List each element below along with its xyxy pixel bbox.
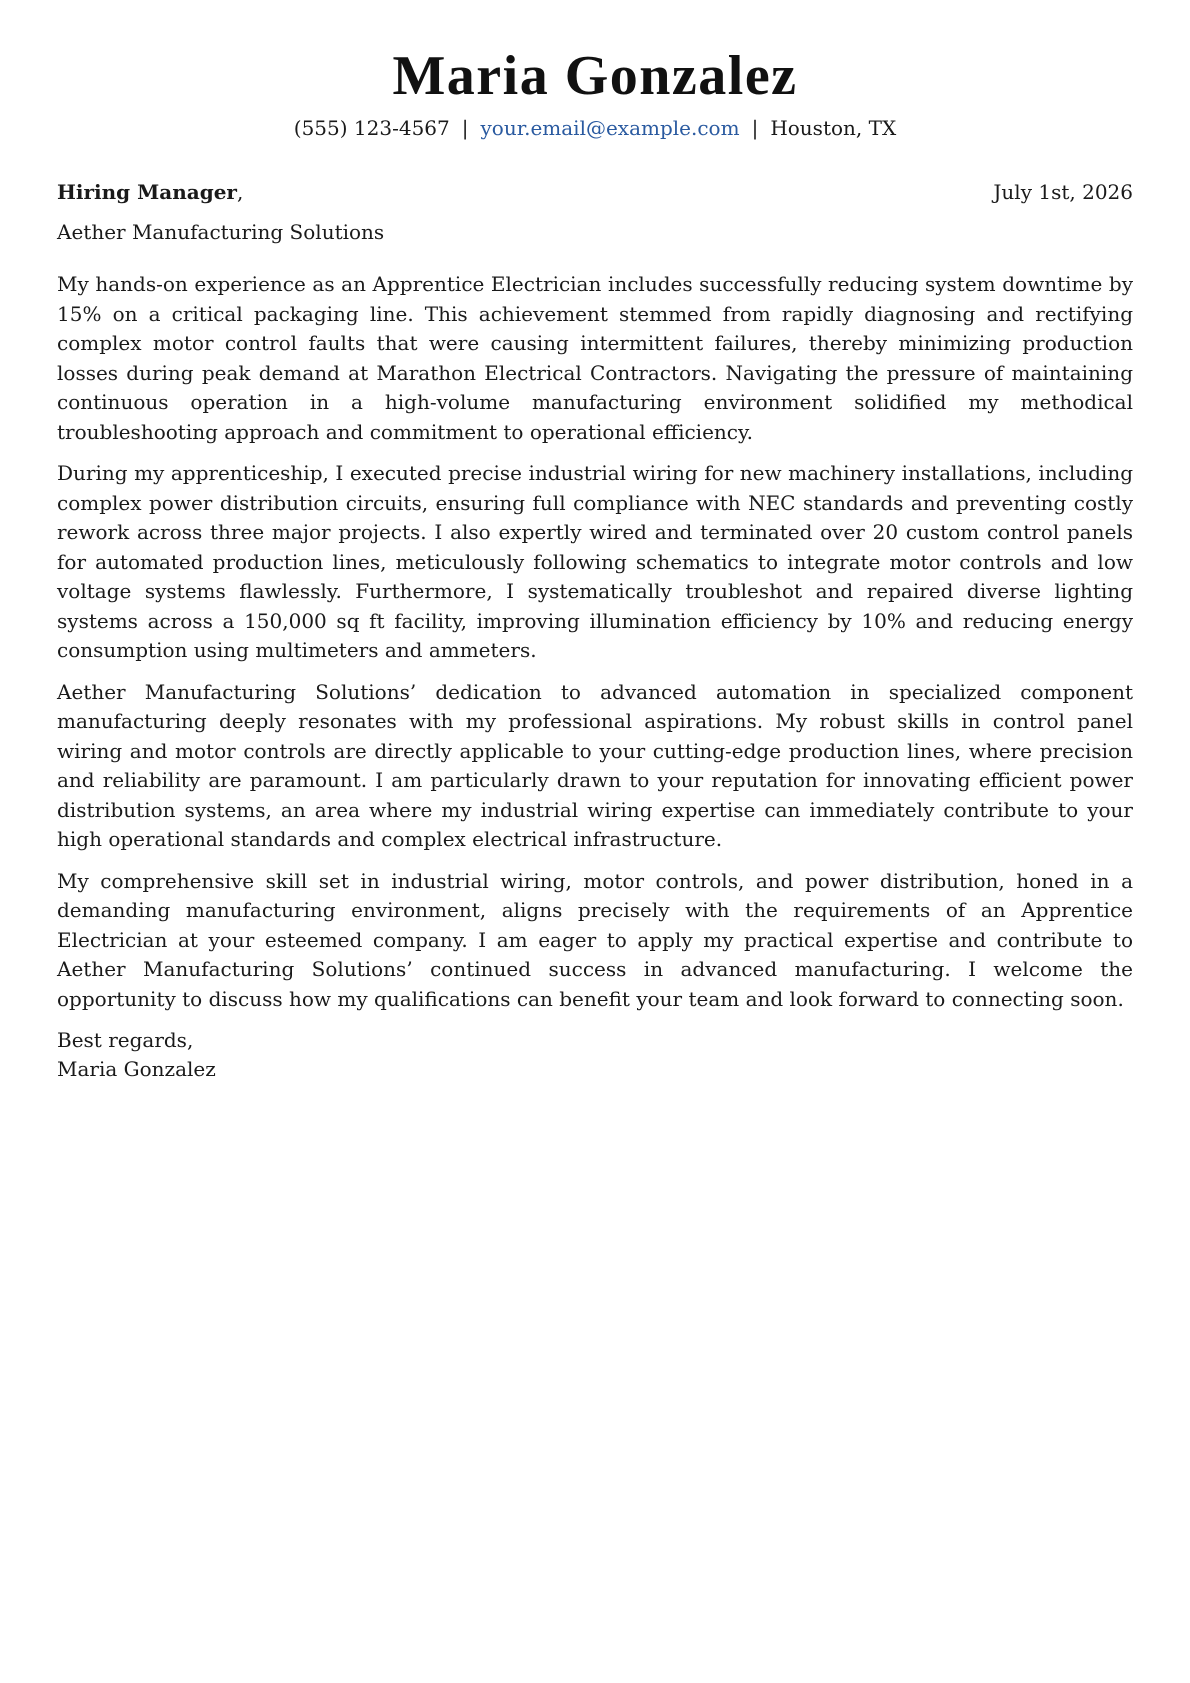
letter-date: July 1st, 2026 (993, 180, 1133, 204)
contact-line (57, 114, 1133, 142)
location: Houston, TX (770, 116, 897, 140)
contact-separator: | (461, 116, 469, 140)
recipient-company: Aether Manufacturing Solutions (57, 220, 385, 244)
salutation (57, 178, 243, 206)
cover-letter-page (57, 40, 1133, 1084)
body-paragraph: Aether Manufacturing Solutions’ dedication to advanced automation in specialized component manufacturing deeply resonates with my professional aspirations. My robust skills in control panel wiring and motor controls are directly applicable to your cutting-edge production lines, where precision and reliability are paramount. I am particularly drawn to your reputation for innovating efficient power distribution systems, an area where my industrial wiring expertise can immediately contribute to your high operational standards and complex electrical infrastructure. (57, 679, 1133, 851)
recipient-title: Hiring Manager (57, 180, 237, 204)
body-paragraph: My comprehensive skill set in industrial wiring, motor controls, and power distribution, honed in a demanding manufacturing environment, aligns precisely with the requirements of an Apprentice Electrician at your esteemed company. I am eager to apply my practical expertise and contribute to Aether Manufacturing Solutions’ continued success in advanced manufacturing. I welcome the opportunity to discuss how my qualifications can benefit your team and look forward to connecting soon. (57, 868, 1133, 1011)
contact-separator: | (751, 116, 759, 140)
email-link[interactable]: your.email@example.com (480, 116, 740, 140)
signature-name: Maria Gonzalez (57, 1057, 216, 1081)
body-paragraph: During my apprenticeship, I executed precise industrial wiring for new machinery installations, including complex power distribution circuits, ensuring full compliance with NEC standards and preventing costly rework across three major projects. I also expertly wired and terminated over 20 custom control panels for automated production lines, meticulously following schematics to integrate motor controls and low voltage systems flawlessly. Furthermore, I systematically troubleshot and repaired diverse lighting systems across a 150,000 sq ft facility, improving illumination efficiency by 10% and reducing energy consumption using multimeters and ammeters. (57, 461, 1133, 662)
body-paragraph: My hands-on experience as an Apprentice Electrician includes successfully reducing system downtime by 15% on a critical packaging line. This achievement stemmed from rapidly diagnosing and rectifying complex motor control faults that were causing intermittent failures, thereby minimizing production losses during peak demand at Marathon Electrical Contractors. Navigating the pressure of maintaining continuous operation in a high-volume manufacturing environment solidified my methodical troubleshooting approach and commitment to operational efficiency. (57, 272, 1133, 444)
phone-number: (555) 123-4567 (293, 116, 450, 140)
letter-body (57, 270, 1133, 1014)
recipient-row (57, 178, 1133, 206)
applicant-name: Maria Gonzalez (392, 45, 798, 107)
closing-block (57, 1026, 1133, 1084)
salutation-suffix: , (236, 180, 244, 204)
sign-off: Best regards, (57, 1028, 194, 1052)
